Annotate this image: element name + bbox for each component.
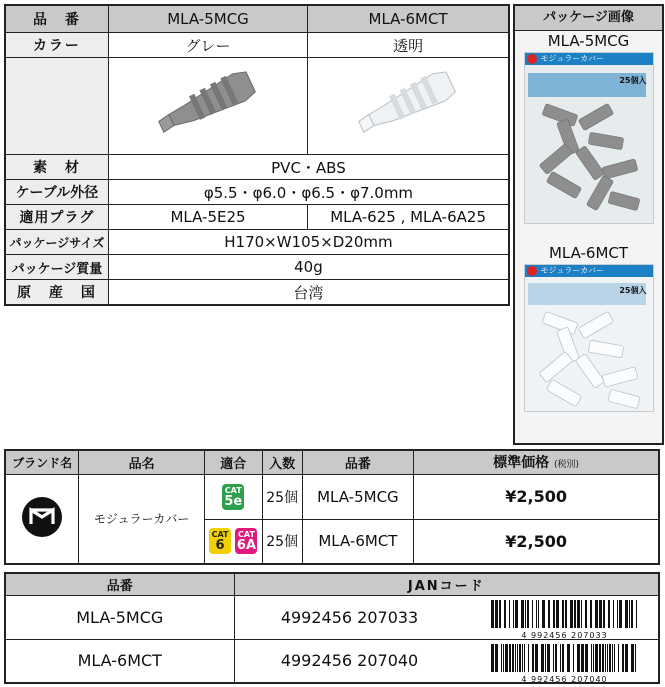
- spec-row-pkgweight: [5, 255, 509, 280]
- header-brand: ブランド名: [5, 450, 79, 474]
- barcode-bar: [622, 644, 624, 672]
- spec-row-pkgsize: [5, 230, 509, 255]
- barcode-bar: [613, 600, 614, 628]
- barcode-bar: [607, 644, 608, 672]
- spec-row-color: [5, 33, 509, 58]
- cat6-badge-value: 6: [215, 538, 225, 554]
- barcode-bar: [560, 644, 561, 672]
- package-header-5mcg: モジュラーカバー: [525, 53, 653, 65]
- spec-package-size: H170×W105×D20mm: [108, 230, 509, 255]
- spec-label: 原 産 国: [5, 280, 108, 306]
- barcode-5mcg: [487, 600, 643, 640]
- cat6a-badge-value: 6A: [236, 538, 257, 554]
- barcode-bar: [491, 600, 494, 628]
- spec-row-part: [5, 5, 509, 33]
- barcode-bar: [602, 644, 604, 672]
- barcode-bar: [499, 600, 501, 628]
- spec-label: パッケージサイズ: [5, 230, 108, 255]
- barcode-bar: [619, 600, 622, 628]
- spec-color-6mct: 透明: [308, 33, 509, 58]
- barcode-icon: [487, 644, 643, 672]
- clear-modular-cover-picture: [348, 61, 468, 147]
- barcode-number-6mct: 4 992456 207040: [521, 674, 608, 684]
- barcode-bar: [524, 644, 525, 672]
- spec-row-material: [5, 155, 509, 180]
- brand-cell: [5, 474, 79, 564]
- qty-5mcg: 25個: [262, 474, 302, 519]
- spec-label: 素 材: [5, 155, 108, 180]
- barcode-bar: [515, 644, 516, 672]
- barcode-bar: [603, 600, 605, 628]
- barcode-bar: [618, 644, 619, 672]
- barcode-bar: [527, 600, 529, 628]
- brand-logo-icon: [527, 266, 537, 276]
- barcode-bar: [585, 600, 587, 628]
- barcode-bar: [532, 600, 533, 628]
- spec-plug-6mct: MLA-625 , MLA-6A25: [308, 205, 509, 230]
- cat6a-badge-top: CAT: [238, 530, 255, 540]
- jan-part-6mct: MLA-6MCT: [5, 639, 234, 683]
- barcode-bar: [629, 600, 630, 628]
- spec-label: 適用プラグ: [5, 205, 108, 230]
- cat6-badge: [209, 528, 231, 554]
- cat5e-badge: [222, 484, 244, 510]
- barcode-bar: [548, 600, 550, 628]
- spec-part-5mcg: MLA-5MCG: [108, 5, 307, 33]
- barcode-bar: [495, 600, 498, 628]
- spec-label: カラー: [5, 33, 108, 58]
- barcode-bar: [519, 644, 521, 672]
- barcode-bar: [541, 644, 544, 672]
- product-header-row: [5, 450, 659, 474]
- package-name-5mcg: MLA-5MCG: [547, 32, 630, 50]
- header-price: [414, 450, 659, 474]
- barcode-bar: [525, 600, 526, 628]
- barcode-bar: [562, 644, 564, 672]
- barcode-bar: [595, 644, 598, 672]
- barcode-bar: [553, 644, 554, 672]
- barcode-bar: [509, 600, 510, 628]
- spec-part-6mct: MLA-6MCT: [308, 5, 509, 33]
- header-price-label: 標準価格: [493, 455, 550, 472]
- spec-row-cable: [5, 180, 509, 205]
- clear-covers-pile-picture: [529, 309, 649, 409]
- spec-plug-5mcg: MLA-5E25: [108, 205, 307, 230]
- spec-material: PVC・ABS: [108, 155, 509, 180]
- barcode-bar: [599, 600, 602, 628]
- barcode-bar: [609, 644, 611, 672]
- spec-row-origin: [5, 280, 509, 306]
- package-panel-title: パッケージ画像: [515, 6, 662, 31]
- barcode-bar: [612, 644, 613, 672]
- spec-row-images: [5, 58, 509, 155]
- barcode-bar: [522, 644, 523, 672]
- barcode-6mct: [487, 644, 643, 684]
- barcode-bar: [631, 644, 634, 672]
- barcode-bar: [535, 644, 538, 672]
- compat-cell-6: [204, 519, 262, 564]
- barcode-bar: [562, 600, 564, 628]
- barcode-bar: [599, 644, 601, 672]
- barcode-number-5mcg: 4 992456 207033: [521, 630, 608, 640]
- barcode-bar: [528, 644, 529, 672]
- barcode-bar: [577, 600, 580, 628]
- barcode-bar: [625, 644, 628, 672]
- barcode-bar: [538, 600, 539, 628]
- header-name: 品名: [79, 450, 204, 474]
- spec-label-empty: [5, 58, 108, 155]
- barcode-bar: [635, 644, 636, 672]
- gray-modular-cover-picture: [148, 61, 268, 147]
- header-qty: 入数: [262, 450, 302, 474]
- jan-header-code: JANコード: [234, 573, 659, 595]
- header-price-note: (税別): [554, 460, 580, 471]
- barcode-bar: [574, 600, 576, 628]
- barcode-bar: [631, 600, 633, 628]
- barcode-bar: [636, 600, 637, 628]
- part-5mcg: MLA-5MCG: [302, 474, 414, 519]
- package-header-6mct: モジュラーカバー: [525, 265, 653, 277]
- barcode-bar: [567, 644, 570, 672]
- jan-header-part: 品番: [5, 573, 234, 595]
- header-part: 品番: [302, 450, 414, 474]
- barcode-bar: [505, 644, 508, 672]
- spec-label: パッケージ質量: [5, 255, 108, 280]
- barcode-bar: [503, 644, 504, 672]
- jan-table: [4, 572, 660, 684]
- spec-origin: 台湾: [108, 280, 509, 306]
- barcode-bar: [581, 644, 584, 672]
- barcode-bar: [509, 644, 511, 672]
- spec-cable-diameter: φ5.5・φ6.0・φ6.5・φ7.0mm: [108, 180, 509, 205]
- part-6mct: MLA-6MCT: [302, 519, 414, 564]
- jan-part-5mcg: MLA-5MCG: [5, 595, 234, 639]
- cat6-badge-top: CAT: [211, 530, 229, 540]
- barcode-bar: [573, 644, 574, 672]
- barcode-bar: [501, 644, 502, 672]
- barcode-bar: [581, 600, 582, 628]
- spec-label: 品 番: [5, 5, 108, 33]
- spec-label: ケーブル外径: [5, 180, 108, 205]
- barcode-bar: [536, 600, 537, 628]
- cat6a-badge: [235, 528, 257, 554]
- spec-table: [4, 4, 510, 306]
- barcode-bar: [590, 600, 592, 628]
- gray-cover-image: [108, 58, 307, 155]
- jan-row: [5, 595, 659, 639]
- barcode-bar: [570, 600, 573, 628]
- barcode-bar: [593, 644, 594, 672]
- package-image-panel: [513, 4, 664, 445]
- barcode-bar: [625, 600, 628, 628]
- barcode-bar: [512, 644, 514, 672]
- barcode-bar: [556, 600, 559, 628]
- barcode-bar: [532, 644, 534, 672]
- barcode-bar: [577, 644, 580, 672]
- jan-header-row: [5, 573, 659, 595]
- barcode-bar: [545, 644, 546, 672]
- barcode-bar: [521, 600, 524, 628]
- qty-6mct: 25個: [262, 519, 302, 564]
- cat5e-badge-top: CAT: [224, 485, 242, 495]
- package-name-6mct: MLA-6MCT: [548, 244, 629, 262]
- barcode-bar: [608, 600, 610, 628]
- package-5mcg-picture: [524, 52, 654, 224]
- barcode-bar: [585, 644, 588, 672]
- barcode-bar: [617, 600, 618, 628]
- package-6mct-picture: [524, 264, 654, 412]
- barcode-icon: [487, 600, 643, 628]
- package-count-6mct: 25個入: [619, 286, 647, 295]
- brand-logo-icon: [527, 54, 537, 64]
- barcode-bar: [553, 600, 555, 628]
- jan-code-6mct: 4992456 207040: [280, 651, 419, 671]
- brand-logo-icon: [20, 495, 64, 539]
- barcode-bar: [555, 644, 557, 672]
- spec-color-5mcg: グレー: [108, 33, 307, 58]
- barcode-bar: [542, 600, 545, 628]
- barcode-bar: [517, 644, 518, 672]
- product-row: [5, 474, 659, 519]
- compat-cell-5e: [204, 474, 262, 519]
- barcode-bar: [605, 644, 606, 672]
- barcode-bar: [547, 644, 550, 672]
- barcode-bar: [614, 644, 615, 672]
- barcode-bar: [491, 644, 494, 672]
- jan-code-5mcg: 4992456 207033: [280, 607, 419, 627]
- barcode-bar: [513, 600, 514, 628]
- barcode-bar: [504, 600, 506, 628]
- price-6mct: ¥2,500: [414, 519, 659, 564]
- barcode-bar: [495, 644, 498, 672]
- product-name: モジュラーカバー: [79, 474, 204, 564]
- price-5mcg: ¥2,500: [414, 474, 659, 519]
- jan-row: [5, 639, 659, 683]
- spec-package-weight: 40g: [108, 255, 509, 280]
- clear-cover-image: [308, 58, 509, 155]
- spec-row-plug: [5, 205, 509, 230]
- package-count-5mcg: 25個入: [619, 76, 647, 85]
- jan-code-cell: [234, 639, 659, 683]
- barcode-bar: [595, 600, 598, 628]
- jan-code-cell: [234, 595, 659, 639]
- product-table: [4, 449, 660, 565]
- barcode-bar: [565, 600, 567, 628]
- barcode-bar: [591, 644, 592, 672]
- gray-covers-pile-picture: [529, 101, 649, 219]
- cat5e-badge-value: 5e: [224, 493, 243, 509]
- header-compat: 適合: [204, 450, 262, 474]
- barcode-bar: [515, 600, 518, 628]
